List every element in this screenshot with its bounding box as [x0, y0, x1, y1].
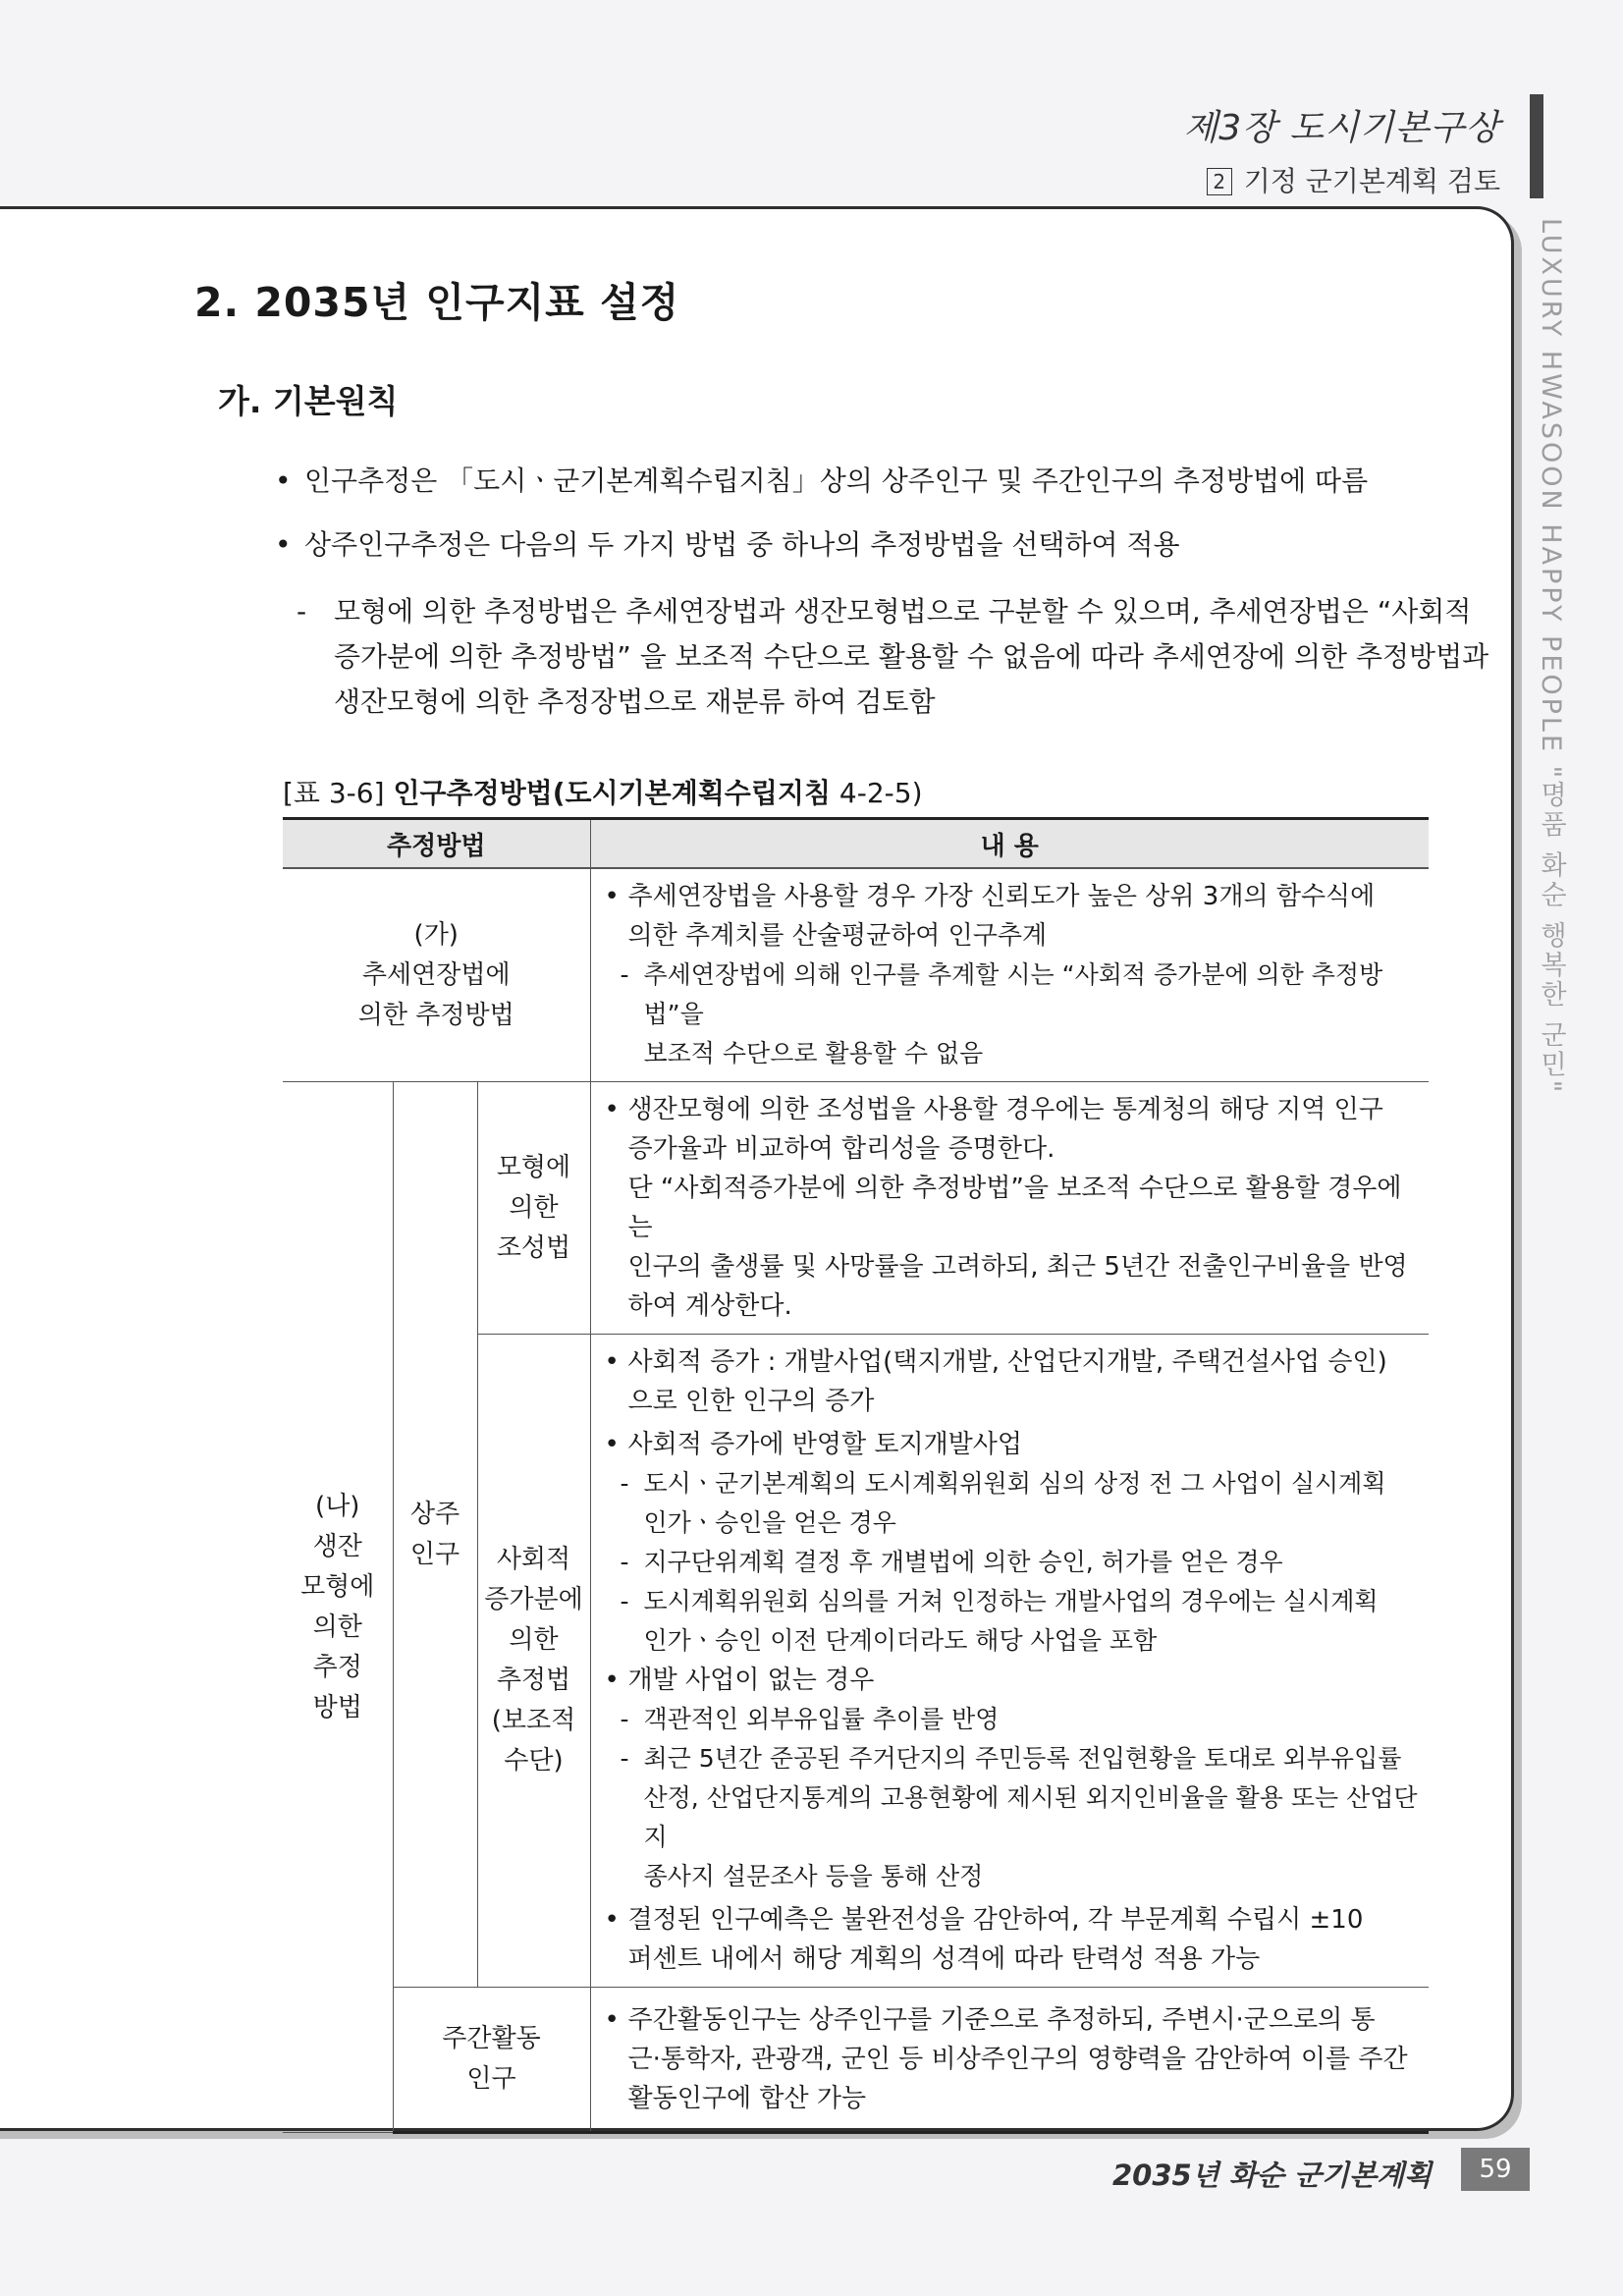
- dash-symbol: -: [620, 1744, 629, 1773]
- category-line: (보조적: [491, 1706, 576, 1735]
- header-content: 내 용: [590, 819, 1429, 869]
- category-cell: [283, 868, 590, 1082]
- content-cell: [590, 1988, 1429, 2133]
- bullet-item: [275, 525, 1180, 564]
- content-line: 으로 인한 인구의 증가: [627, 1387, 875, 1416]
- dash-line: [297, 589, 1475, 634]
- footer-title: 2035년 화순 군기본계획: [1111, 2159, 1432, 2192]
- category-line: 의한: [509, 1625, 559, 1655]
- dash-symbol: -: [620, 1587, 629, 1615]
- content-bullet: [605, 1342, 1424, 1421]
- content-bullet: [605, 1425, 1424, 1464]
- category-line: 상주: [409, 1499, 460, 1529]
- content-cell: [590, 868, 1429, 1082]
- category-line: 의한 추정방법: [357, 1000, 514, 1030]
- content-line: 증가율과 비교하여 합리성을 증명한다.: [627, 1134, 1055, 1164]
- content-line: 산정, 산업단지통계의 고용현황에 제시된 외지인비율을 활용 또는 산업단지: [643, 1783, 1418, 1851]
- category-line: 추정: [312, 1652, 362, 1682]
- header-method: 추정방법: [283, 819, 590, 869]
- category-line: 모형에: [496, 1152, 571, 1182]
- category-cell: [283, 1082, 393, 2133]
- content-dash: [605, 956, 1424, 1073]
- social-increase-cell: [477, 1335, 590, 1988]
- table-caption-prefix: [표 3-6]: [283, 777, 385, 809]
- table-row: [283, 1988, 1429, 2133]
- dash-symbol: -: [620, 1705, 629, 1733]
- content-cell: [590, 1335, 1429, 1988]
- content-line: 퍼센트 내에서 해당 계획의 성격에 따라 탄력성 적용 가능: [627, 1944, 1261, 1974]
- bullet-symbol: •: [604, 1095, 620, 1124]
- section-subtitle: [1207, 160, 1500, 199]
- category-line: 증가분에: [484, 1585, 583, 1614]
- content-line: 근·통학자, 관광객, 군인 등 비상주인구의 영향력을 감안하여 이를 주간: [627, 2045, 1408, 2074]
- dash-line: 증가분에 의한 추정방법” 을 보조적 수단으로 활용할 수 없음에 따라 추세연장에 의한 추정방법과: [334, 640, 1489, 673]
- content-line: 도시계획위원회 심의를 거쳐 인정하는 개발사업의 경우에는 실시계획: [643, 1587, 1379, 1615]
- content-line: 인가ㆍ승인을 얻은 경우: [643, 1508, 896, 1537]
- content-line: 추세연장법을 사용할 경우 가장 신뢰도가 높은 상위 3개의 함수식에: [627, 882, 1376, 911]
- content-dash: [605, 1543, 1424, 1582]
- bullet-symbol: •: [604, 1666, 620, 1695]
- category-line: 주간활동: [442, 2024, 541, 2053]
- subsection-heading: 가. 기본원칙: [218, 382, 399, 420]
- content-dash: [605, 1700, 1424, 1739]
- bullet-symbol: •: [275, 528, 292, 561]
- table-row: [283, 868, 1429, 1082]
- section-heading: 2. 2035년 인구지표 설정: [194, 279, 680, 326]
- category-line: 의한: [312, 1612, 362, 1642]
- bullet-text: 인구추정은 「도시ㆍ군기본계획수립지침」상의 상주인구 및 주간인구의 추정방법에 따름: [304, 465, 1369, 497]
- content-line: 인가ㆍ승인 이전 단계이더라도 해당 사업을 포함: [643, 1626, 1158, 1655]
- bullet-symbol: •: [604, 1430, 620, 1459]
- content-cell: [590, 1082, 1429, 1335]
- table-header-row: [283, 819, 1429, 869]
- content-bullet: [605, 1661, 1424, 1700]
- daytime-population-cell: [393, 1988, 590, 2133]
- bullet-symbol: •: [275, 465, 292, 497]
- content-line: 사회적 증가에 반영할 토지개발사업: [627, 1430, 1023, 1459]
- bullet-text: 상주인구추정은 다음의 두 가지 방법 중 하나의 추정방법을 선택하여 적용: [304, 528, 1180, 561]
- category-line: 조성법: [496, 1232, 571, 1263]
- content-line: 사회적 증가 : 개발사업(택지개발, 산업단지개발, 주택건설사업 승인): [627, 1347, 1387, 1377]
- dash-symbol: -: [620, 960, 629, 989]
- category-line: 생잔: [312, 1531, 362, 1561]
- content-line: 지구단위계획 결정 후 개별법에 의한 승인, 허가를 얻은 경우: [643, 1548, 1283, 1576]
- content-bullet: [605, 1090, 1424, 1326]
- table-row: [283, 1082, 1429, 1335]
- chapter-title: 제3장 도시기본구상: [1183, 108, 1500, 148]
- model-method-cell: [477, 1082, 590, 1335]
- content-line: 보조적 수단으로 활용할 수 없음: [643, 1039, 984, 1067]
- bullet-symbol: •: [604, 2005, 620, 2035]
- category-line: 모형에: [300, 1571, 375, 1602]
- page-number: 59: [1461, 2148, 1530, 2191]
- dash-symbol: -: [297, 595, 307, 628]
- content-dash: [605, 1582, 1424, 1661]
- bullet-item: [275, 462, 1368, 500]
- resident-population-cell: [393, 1082, 477, 1988]
- header-accent-bar: [1530, 94, 1543, 198]
- estimation-method-table: [283, 817, 1429, 2134]
- content-line: 하여 계상한다.: [627, 1291, 792, 1321]
- content-bullet: [605, 877, 1424, 956]
- category-line: 인구: [409, 1539, 460, 1569]
- content-line: 인구의 출생률 및 사망률을 고려하되, 최근 5년간 전출인구비율을 반영: [627, 1252, 1408, 1282]
- category-line: 추세연장법에: [361, 959, 511, 990]
- category-line: 추정법: [496, 1666, 571, 1695]
- content-line: 최근 5년간 준공된 주거단지의 주민등록 전입현황을 토대로 외부유입률: [643, 1744, 1402, 1773]
- section-title: 기정 군기본계획 검토: [1243, 165, 1500, 197]
- dash-line: 생잔모형에 의한 추정장법으로 재분류 하여 검토함: [334, 685, 936, 718]
- content-line: 주간활동인구는 상주인구를 기준으로 추정하되, 주변시·군으로의 통: [627, 2005, 1376, 2035]
- content-dash: [605, 1464, 1424, 1543]
- category-line: (나): [315, 1491, 360, 1521]
- content-bullet: [605, 2000, 1424, 2118]
- content-dash: [605, 1739, 1424, 1896]
- dash-symbol: -: [620, 1548, 629, 1576]
- content-line: 종사지 설문조사 등을 통해 산정: [643, 1862, 984, 1890]
- content-line: 개발 사업이 없는 경우: [627, 1666, 875, 1695]
- category-line: (가): [413, 919, 459, 950]
- table-caption-title: 인구추정방법(도시기본계획수립지침: [393, 777, 832, 809]
- table-caption: [283, 772, 923, 811]
- section-number-box: 2: [1207, 168, 1232, 195]
- dash-symbol: -: [620, 1469, 629, 1498]
- dash-paragraph: [297, 589, 1489, 725]
- bullet-symbol: •: [604, 882, 620, 911]
- category-line: 방법: [312, 1692, 362, 1722]
- content-line: 단 “사회적증가분에 의한 추정방법”을 보조적 수단으로 활용할 경우에는: [627, 1174, 1402, 1242]
- content-line: 생잔모형에 의한 조성법을 사용할 경우에는 통계청의 해당 지역 인구: [627, 1095, 1383, 1124]
- content-line: 추세연장법에 의해 인구를 추계할 시는 “사회적 증가분에 의한 추정방법”을: [643, 960, 1383, 1028]
- bullet-symbol: •: [604, 1905, 620, 1935]
- dash-text: 모형에 의한 추정방법은 추세연장법과 생잔모형법으로 구분할 수 있으며, 추세연장법은 “사회적: [334, 595, 1472, 628]
- category-line: 사회적: [496, 1545, 571, 1574]
- bullet-symbol: •: [604, 1347, 620, 1377]
- category-line: 인구: [466, 2064, 516, 2094]
- side-slogan: LUXURY HWASOON HAPPY PEOPLE "명품 화순 행복한 군민": [1536, 218, 1566, 1096]
- table-caption-ref: 4-2-5): [839, 777, 923, 809]
- content-line: 객관적인 외부유입률 추이를 반영: [643, 1705, 1000, 1733]
- category-line: 의한: [509, 1192, 559, 1223]
- content-line: 활동인구에 합산 가능: [627, 2084, 867, 2113]
- content-line: 의한 추계치를 산술평균하여 인구추계: [627, 921, 1048, 951]
- content-line: 도시ㆍ군기본계획의 도시계획위원회 심의 상정 전 그 사업이 실시계획: [643, 1469, 1386, 1498]
- category-line: 수단): [504, 1746, 564, 1776]
- content-line: 결정된 인구예측은 불완전성을 감안하여, 각 부문계획 수립시 ±10: [627, 1905, 1364, 1935]
- content-bullet: [605, 1900, 1424, 1979]
